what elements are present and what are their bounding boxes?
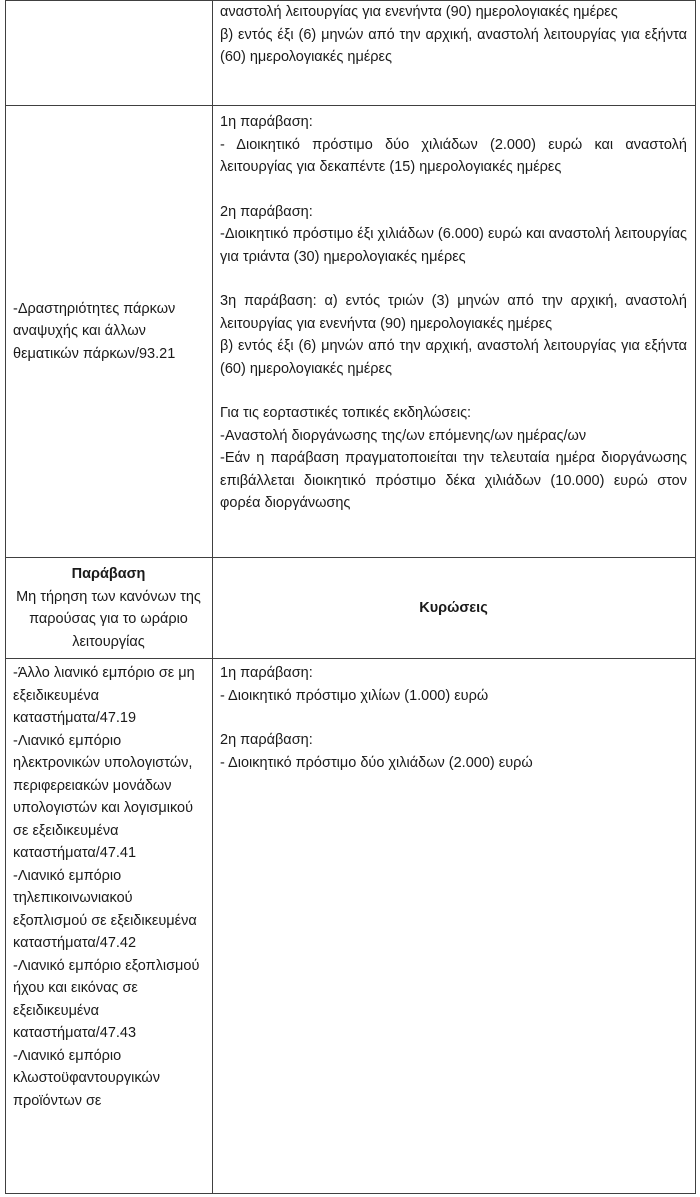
violation-cell — [6, 106, 213, 558]
sanctions-cell — [213, 106, 696, 558]
sanction-text: - Διοικητικό πρόστιμο δύο χιλιάδων (2.000) ευρώ — [220, 754, 533, 771]
activity-text: -Δραστηριότητες πάρκων αναψυχής και άλλων θεματικών πάρκων/93.21 — [13, 300, 176, 362]
violation-title: 1η παράβαση: — [220, 114, 313, 130]
sanction-text: - Διοικητικό πρόστιμο χιλίων (1.000) ευρώ — [220, 687, 489, 704]
violation-header-text: Μη τήρηση των κανόνων της παρούσας για το ωράριο λειτουργίας — [16, 588, 201, 650]
violation-title: 2η παράβαση: — [220, 732, 313, 748]
sanctions-cell — [213, 659, 696, 1194]
table-header-row — [6, 558, 696, 659]
sanction-text: β) εντός έξι (6) μηνών από την αρχική, αναστολή λειτουργίας για εξήντα (60) ημερολογιακές ημέρες — [220, 26, 687, 65]
activity-text: -Λιανικό εμπόριο κλωστοϋφαντουργικών προϊόντων σε — [13, 1047, 160, 1109]
sanction-text: 3η παράβαση: α) εντός τριών (3) μηνών από την αρχική, αναστολή λειτουργίας για ενενήντα (90) ημερολογιακές ημέρες — [220, 293, 687, 332]
violation-header — [6, 558, 213, 659]
sanction-text: αναστολή λειτουργίας για ενενήντα (90) ημερολογιακές ημέρες — [220, 4, 618, 20]
sanctions-header: Κυρώσεις — [213, 558, 696, 659]
table-row — [6, 106, 696, 558]
violation-title: 2η παράβαση: — [220, 203, 313, 220]
violation-cell — [6, 659, 213, 1194]
activity-text: -Λιανικό εμπόριο εξοπλισμού ήχου και εικόνας σε εξειδικευμένα καταστήματα/47.43 — [13, 957, 200, 1041]
violation-title: 1η παράβαση: — [220, 665, 313, 681]
table-row — [6, 1, 696, 106]
table-row — [6, 659, 696, 1194]
sanction-text: - Διοικητικό πρόστιμο δύο χιλιάδων (2.000) ευρώ και αναστολή λειτουργίας για δεκαπέντε (15) ημερολογιακές ημέρες — [220, 136, 687, 175]
activity-text: -Λιανικό εμπόριο ηλεκτρονικών υπολογιστών, περιφερειακών μονάδων υπολογιστών και λογισμικού σε εξειδικευμένα καταστήματα/47.41 — [13, 732, 194, 861]
violation-header-title: Παράβαση — [71, 566, 146, 582]
sanction-text: -Εάν η παράβαση πραγματοποιείται την τελευταία ημέρα διοργάνωσης επιβάλλεται διοικητικό πρόστιμο δέκα χιλιάδων (10.000) ευρώ στον φορέα διοργάνωσης — [220, 450, 687, 511]
activity-text: -Λιανικό εμπόριο τηλεπικοινωνιακού εξοπλισμού σε εξειδικευμένα καταστήματα/47.42 — [13, 867, 197, 951]
events-title: Για τις εορταστικές τοπικές εκδηλώσεις: — [220, 405, 472, 421]
activity-text: -Άλλο λιανικό εμπόριο σε μη εξειδικευμένα καταστήματα/47.19 — [13, 665, 195, 726]
sanctions-cell — [213, 1, 696, 106]
sanction-text: -Διοικητικό πρόστιμο έξι χιλιάδων (6.000) ευρώ και αναστολή λειτουργίας για τριάντα (30) ημερολογιακές ημέρες — [220, 226, 687, 265]
penalties-table — [5, 0, 696, 1194]
violation-cell-empty — [6, 1, 213, 106]
sanction-text: -Αναστολή διοργάνωσης της/ων επόμενης/ων ημέρας/ων — [220, 427, 587, 444]
sanction-text: β) εντός έξι (6) μηνών από την αρχική, αναστολή λειτουργίας για εξήντα (60) ημερολογιακές ημέρες — [220, 338, 687, 377]
